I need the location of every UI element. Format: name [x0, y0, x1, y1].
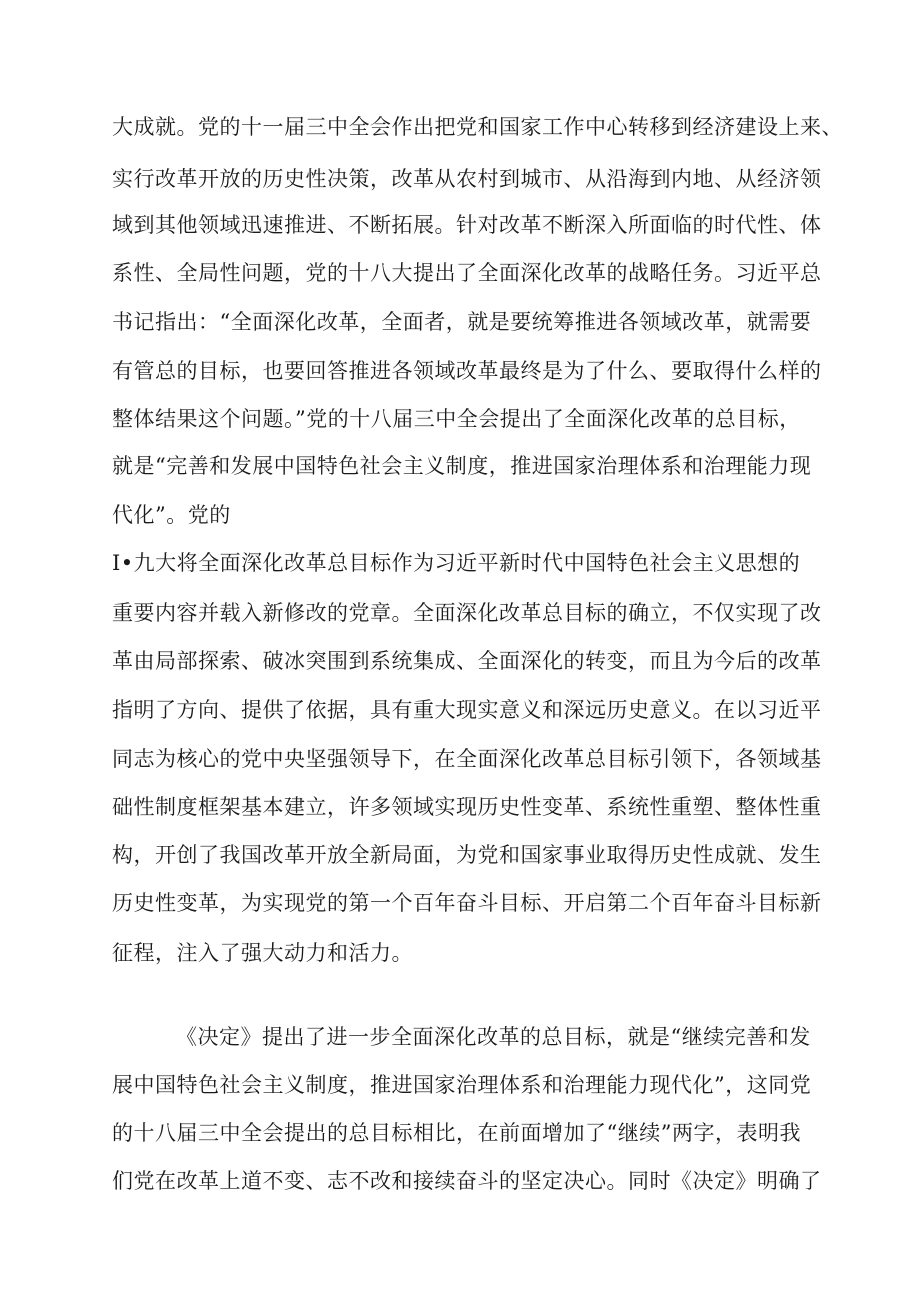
text-line: 构，开创了我国改革开放全新局面，为党和国家事业取得历史性成就、发生 [112, 843, 822, 867]
text-line: 展中国特色社会主义制度，推进国家治理体系和治理能力现代化”，这同党 [112, 1073, 812, 1097]
text-line: 同志为核心的党中央坚强领导下，在全面深化改革总目标引领下，各领域基 [112, 747, 822, 771]
text-line: 整体结果这个问题。”党的十八届三中全会提出了全面深化改革的总目标， [112, 407, 801, 431]
text-line: 征程，注入了强大动力和活力。 [112, 941, 413, 965]
text-line: 础性制度框架基本建立，许多领域实现历史性变革、系统性重塑、整体性重 [112, 795, 822, 819]
text-line: 就是“完善和发展中国特色社会主义制度，推进国家治理体系和治理能力现 [112, 454, 812, 478]
text-line: 重要内容并载入新修改的党章。全面深化改革总目标的确立，不仅实现了改 [112, 601, 822, 625]
text-line: 革由局部探索、破冰突围到系统集成、全面深化的转变，而且为今后的改革 [112, 649, 822, 673]
text-line: I•九大将全面深化改革总目标作为习近平新时代中国特色社会主义思想的 [112, 551, 801, 575]
text-line: 大成就。党的十一届三中全会作出把党和国家工作中心转移到经济建设上来、 [112, 115, 843, 139]
text-line: 系性、全局性问题，党的十八大提出了全面深化改革的战略任务。习近平总 [112, 261, 822, 285]
text-line: 历史性变革，为实现党的第一个百年奋斗目标、开启第二个百年奋斗目标新 [112, 891, 822, 915]
text-line: 有管总的目标，也要回答推进各领域改革最终是为了什么、要取得什么样的 [112, 359, 822, 383]
paragraph-first-line: 《决定》提出了进一步全面深化改革的总目标，就是“继续完善和发 [176, 1025, 811, 1049]
text-line: 代化”。党的 [112, 503, 231, 527]
text-line: 域到其他领域迅速推进、不断拓展。针对改革不断深入所面临的时代性、体 [112, 213, 822, 237]
text-line: 书记指出：“全面深化改革，全面者，就是要统筹推进各领域改革，就需要 [112, 310, 812, 334]
text-line: 实行改革开放的历史性决策，改革从农村到城市、从沿海到内地、从经济领 [112, 167, 822, 191]
text-line: 指明了方向、提供了依据，具有重大现实意义和深远历史意义。在以习近平 [112, 698, 822, 722]
text-line: 们党在改革上道不变、志不改和接续奋斗的坚定决心。同时《决定》明确了 [112, 1169, 822, 1193]
text-line: 的十八届三中全会提出的总目标相比，在前面增加了“继续”两字，表明我 [112, 1121, 801, 1145]
